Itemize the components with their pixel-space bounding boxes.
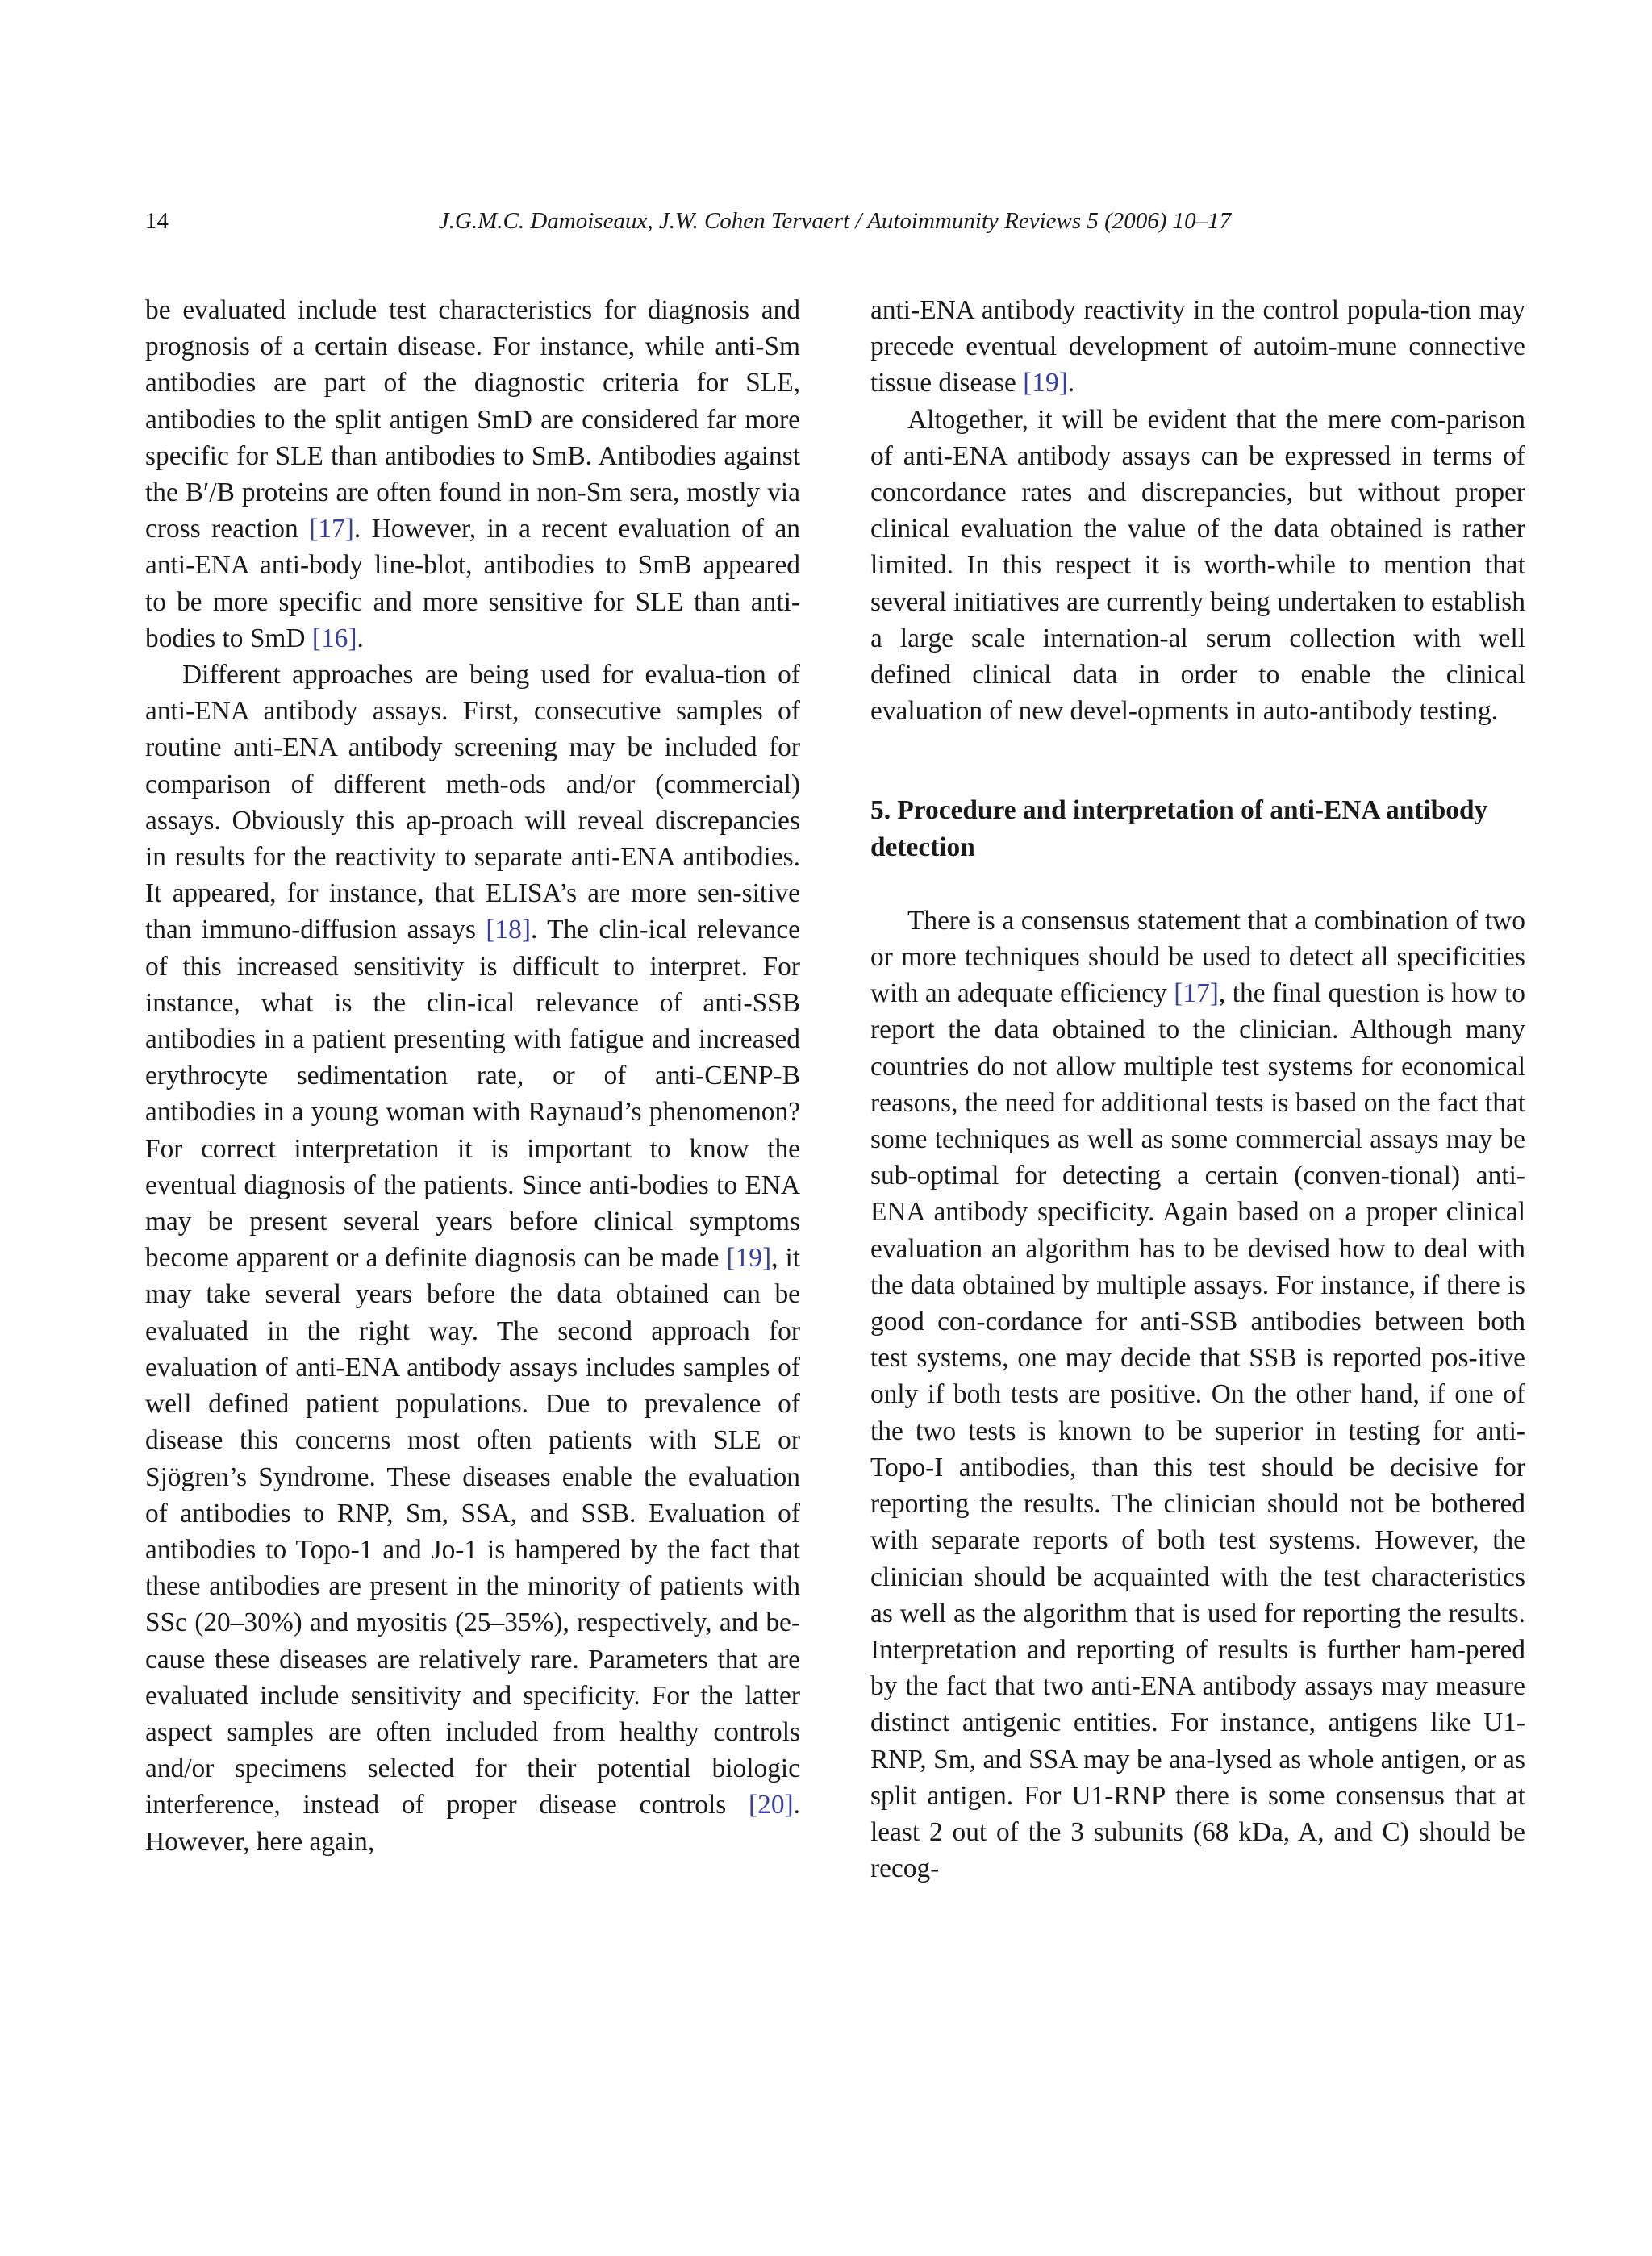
paragraph-text: . The clin-ical relevance of this increased sensitivity is difficult to interpret. For instance, what is the clin-ical relevance of anti-SSB antibodies in a patient presenting with fatigue and increased erythrocyte sedimentation rate, or of anti-CENP-B antibodies in a young woman with Raynaud’s phenomenon? For correct interpretation it is important to know the eventual diagnosis of the patients. Since anti-bodies to ENA may be present several years before clinical symptoms become apparent or a definite diagnosis can be made — [145, 915, 800, 1274]
right-column — [870, 292, 1525, 1887]
citation-link[interactable]: [20] — [749, 1790, 794, 1820]
running-header — [145, 208, 1525, 240]
body-paragraph — [145, 292, 800, 657]
paragraph-text: be evaluated include test characteristics for diagnosis and prognosis of a certain disease. For instance, while anti-Sm antibodies are part of the diagnostic criteria for SLE, antibodies to the split antigen SmD are considered far more specific for SLE than antibodies to SmB. Antibodies against the B′/B proteins are often found in non-Sm sera, mostly via cross reaction — [145, 295, 800, 544]
citation-link[interactable]: [17] — [309, 514, 354, 544]
citation-link[interactable]: [16] — [311, 623, 357, 653]
paragraph-text: . — [357, 623, 364, 653]
journal-citation-header: J.G.M.C. Damoiseaux, J.W. Cohen Tervaert / Autoimmunity Reviews 5 (2006) 10–17 — [438, 208, 1232, 234]
body-paragraph — [870, 292, 1525, 402]
paragraph-text: . However, in a recent evaluation of an anti-ENA anti-body line-blot, antibodies to SmB appeared to be more specific and more sensitive for SLE than anti-bodies to SmD — [145, 514, 800, 653]
citation-link[interactable]: [17] — [1174, 978, 1219, 1009]
citation-link[interactable]: [19] — [1023, 368, 1068, 398]
left-column — [145, 292, 800, 1860]
paragraph-text: . — [1067, 368, 1075, 398]
paragraph-text: . However, here again, — [145, 1790, 800, 1857]
paragraph-text: There is a consensus statement that a combination of two or more techniques should be used to detect all specificities with an adequate efficiency — [870, 905, 1525, 1009]
paragraph-text: anti-ENA antibody reactivity in the control popula-tion may precede eventual development of autoim-mune connective tissue disease — [870, 295, 1525, 398]
body-paragraph: Altogether, it will be evident that the mere com-parison of anti-ENA antibody assays can be expressed in terms of concordance rates and discrepancies, but without proper clinical evaluation the value of the data obtained is rather limited. In this respect it is worth-while to mention that several initiatives are currently being undertaken to establish a large scale internation-al serum collection with well defined clinical data in order to enable the clinical evaluation of new devel-opments in auto-antibody testing. — [870, 404, 1525, 727]
paragraph-text: , the final question is how to report the data obtained to the clinician. Although many countries do not allow multiple test systems for economical reasons, the need for additional tests is based on the fact that some techniques as well as some commercial assays may be sub-optimal for detecting a certain (conven-tional) anti-ENA antibody specificity. Again based on a proper clinical evaluation an algorithm has to be devised how to deal with the data obtained by multiple assays. For instance, if there is good con-cordance for anti-SSB antibodies between both test systems, one may decide that SSB is reported pos-itive only if both tests are positive. On the other hand, if one of the two tests is known to be superior in testing for anti-Topo-I antibodies, than this test should be decisive for reporting the results. The clinician should not be bothered with separate reports of both test systems. However, the clinician should be acquainted with the test characteristics as well as the algorithm that is used for reporting the results. Interpretation and reporting of results is further ham-pered by the fact that two anti-ENA antibody assays may measure distinct antigenic entities. For instance, antigens like U1-RNP, Sm, and SSA may be ana-lysed as whole antigen, or as split antigen. For U1-RNP there is some consensus that at least 2 out of the 3 subunits (68 kDa, A, and C) should be recog- — [870, 978, 1525, 1884]
paragraph-text: Different approaches are being used for evalua-tion of anti-ENA antibody assays. First, consecutive samples of routine anti-ENA antibody screening may be included for comparison of different meth-ods and/or (commercial) assays. Obviously this ap-proach will reveal discrepancies in results for the reactivity to separate anti-ENA antibodies. It appeared, for instance, that ELISA’s are more sen-sitive than immuno-diffusion assays — [145, 660, 800, 945]
paragraph-text: , it may take several years before the data obtained can be evaluated in the right way. The second approach for evaluation of anti-ENA antibody assays includes samples of well defined patient populations. Due to prevalence of disease this concerns most often patients with SLE or Sjögren’s Syndrome. These diseases enable the evaluation of antibodies to RNP, Sm, SSA, and SSB. Evaluation of antibodies to Topo-1 and Jo-1 is hampered by the fact that these antibodies are present in the minority of patients with SSc (20–30%) and myositis (25–35%), respectively, and be-cause these diseases are relatively rare. Parameters that are evaluated include sensitivity and specificity. For the latter aspect samples are often included from healthy controls and/or specimens selected for their potential biologic interference, instead of proper disease controls — [145, 1243, 801, 1820]
citation-link[interactable]: [18] — [486, 915, 531, 945]
body-paragraph — [145, 657, 800, 1860]
page-number: 14 — [145, 208, 169, 234]
citation-link[interactable]: [19] — [726, 1243, 772, 1274]
section-heading: 5. Procedure and interpretation of anti-ENA antibody detection — [870, 795, 1488, 862]
body-paragraph — [870, 903, 1525, 1887]
